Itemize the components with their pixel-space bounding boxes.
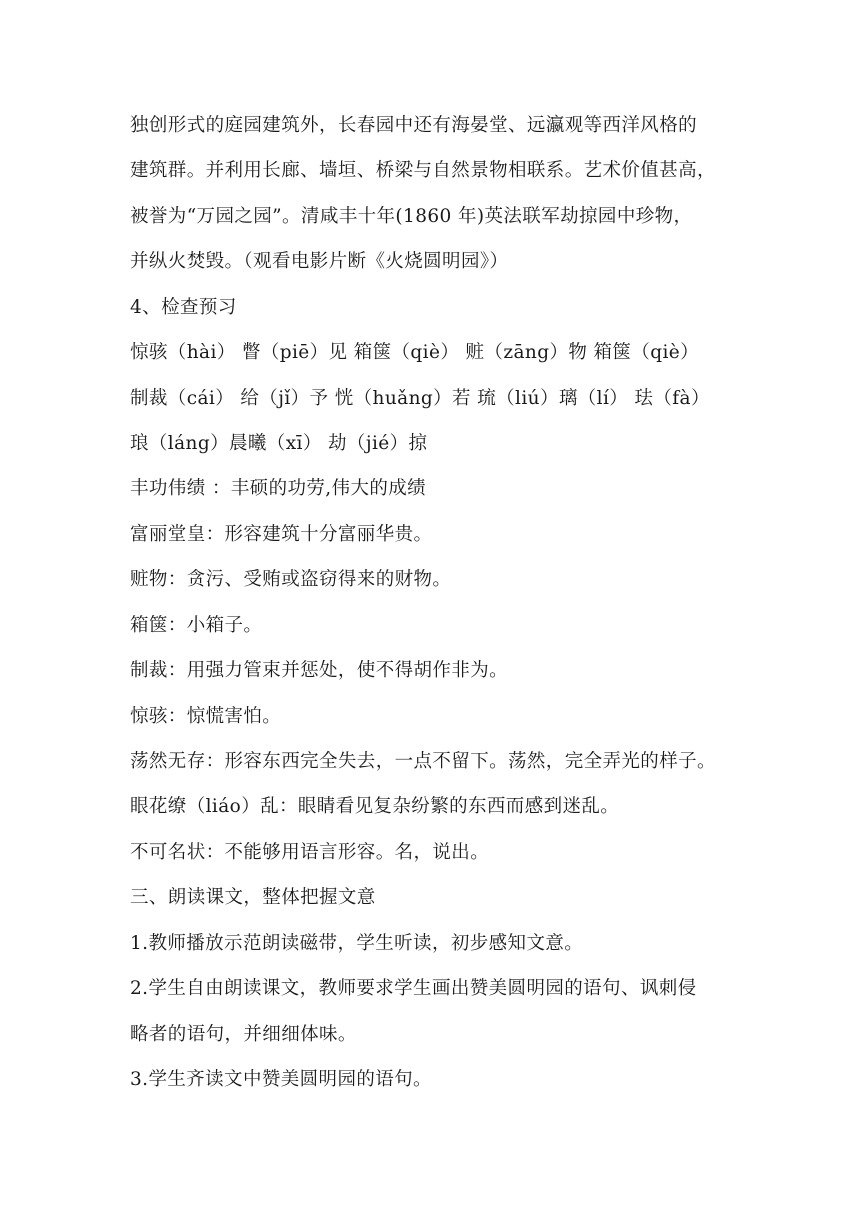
paragraph-line: 并纵火焚毁。（观看电影片断《火烧圆明园》）: [130, 251, 509, 272]
definition-line: 箱箧：小箱子。: [130, 615, 263, 636]
paragraph-line: 3.学生齐读文中赞美圆明园的语句。: [130, 1069, 432, 1090]
paragraph-line: 建筑群。并利用长廊、墙垣、桥梁与自然景物相联系。艺术价值甚高，: [130, 160, 716, 181]
vocab-pinyin-line: 琅（láng）晨曦（xī） 劫（jié）掠: [130, 433, 428, 454]
definition-line: 荡然无存：形容东西完全失去，一点不留下。荡然，完全弄光的样子。: [130, 751, 716, 772]
definition-line: 制裁：用强力管束并惩处，使不得胡作非为。: [130, 660, 509, 681]
section-heading: 三、朗读课文，整体把握文意: [130, 887, 376, 908]
vocab-pinyin-line: 制裁（cái） 给（jǐ）予 恍（huǎng）若 琉（liú）璃（lí） 珐（fà）: [130, 388, 710, 409]
definition-line: 惊骇：惊慌害怕。: [130, 706, 282, 727]
paragraph-line: 独创形式的庭园建筑外，长春园中还有海晏堂、远瀛观等西洋风格的: [130, 115, 698, 136]
definition-line: 丰功伟绩 ：丰硕的功劳,伟大的成绩: [130, 478, 427, 499]
definition-line: 眼花缭（liáo）乱：眼睛看见复杂纷繁的东西而感到迷乱。: [130, 796, 620, 817]
paragraph-line: 略者的语句，并细细体味。: [130, 1024, 357, 1045]
paragraph-line: 被誉为“万园之园”。清咸丰十年(1860 年)英法联军劫掠园中珍物，: [130, 206, 693, 227]
paragraph-line: 2.学生自由朗读课文，教师要求学生画出赞美圆明园的语句、讽刺侵: [130, 978, 697, 999]
definition-line: 赃物：贪污、受贿或盗窃得来的财物。: [130, 569, 452, 590]
definition-line: 不可名状：不能够用语言形容。名，说出。: [130, 842, 490, 863]
section-heading: 4、检查预习: [130, 297, 237, 318]
definition-line: 富丽堂皇：形容建筑十分富丽华贵。: [130, 524, 433, 545]
vocab-pinyin-line: 惊骇（hài） 瞥（piē）见 箱箧（qiè） 赃（zāng）物 箱箧（qiè）: [130, 342, 700, 363]
paragraph-line: 1.教师播放示范朗读磁带，学生听读，初步感知文意。: [130, 933, 584, 954]
